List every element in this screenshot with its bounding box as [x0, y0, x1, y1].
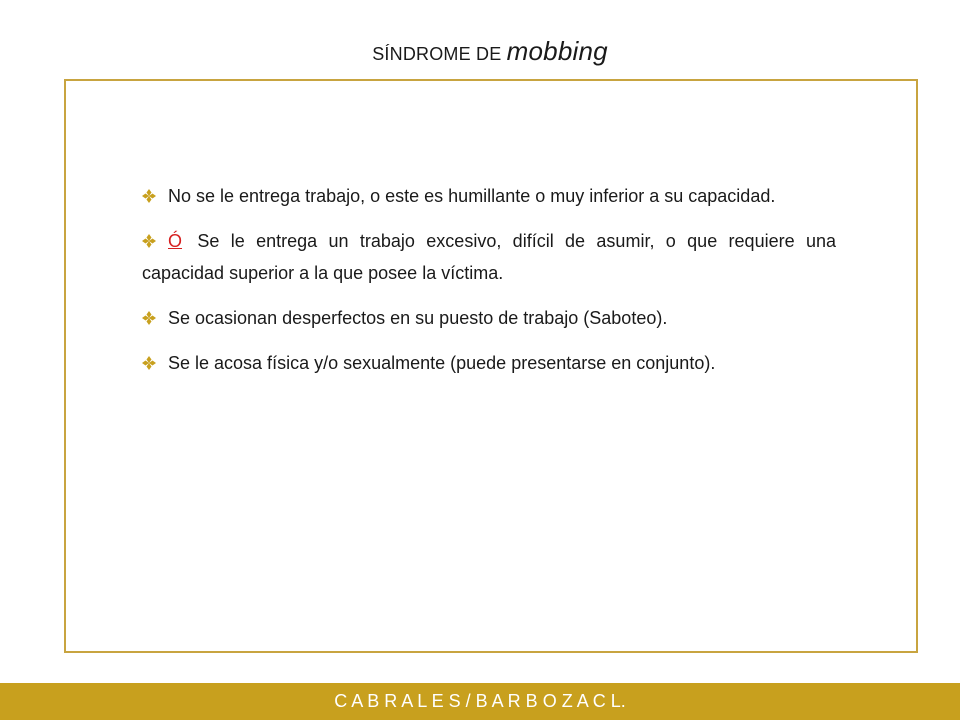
or-marker: Ó: [168, 231, 183, 251]
bullet-item: [142, 302, 836, 334]
bullet-text: Se le acosa física y/o sexualmente (puede presentarse en conjunto).: [168, 353, 716, 373]
bullet-list: [142, 180, 836, 392]
title-prefix: SÍNDROME DE: [372, 44, 502, 64]
slide-title: [0, 36, 960, 67]
four-diamond-bullet-icon: [142, 356, 156, 370]
bullet-item: [142, 225, 836, 289]
bullet-text: Se le entrega un trabajo excesivo, difícil de asumir, o que requiere una capacidad superior a la que posee la víctima.: [142, 231, 836, 283]
bullet-item: [142, 180, 836, 212]
four-diamond-bullet-icon: [142, 234, 156, 248]
footer-text: C A B R A L E S / B A R B O Z A C L.: [334, 691, 626, 711]
four-diamond-bullet-icon: [142, 311, 156, 325]
four-diamond-bullet-icon: [142, 189, 156, 203]
bullet-item: [142, 347, 836, 379]
title-emphasis: mobbing: [506, 36, 608, 66]
bullet-text: Se ocasionan desperfectos en su puesto de trabajo (Saboteo).: [168, 308, 668, 328]
footer-bar: [0, 683, 960, 720]
bullet-text: No se le entrega trabajo, o este es humillante o muy inferior a su capacidad.: [168, 186, 776, 206]
